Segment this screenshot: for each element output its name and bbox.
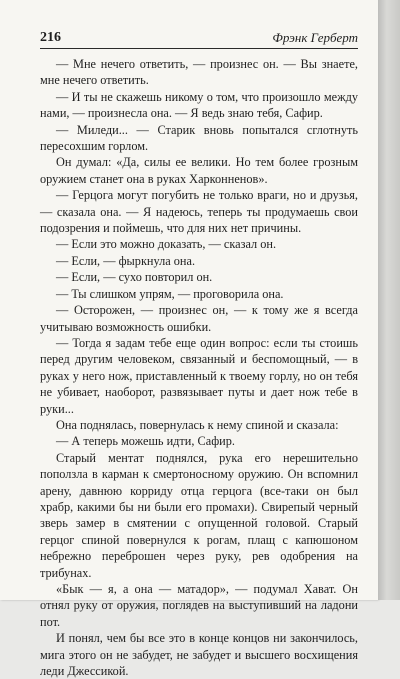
paragraph: — Если, — сухо повторил он. [56,270,213,285]
body-text [40,56,358,679]
paragraph: И понял, чем бы все это в конце концов ни закончилось, мига этого он не забудет, не забудет и высшего восхищения леди Джессикой. [40,631,358,679]
paragraph: — А теперь можешь идти, Сафир. [56,434,235,449]
page-header [40,28,358,49]
paragraph: — Тогда я задам тебе еще один вопрос: если ты стоишь перед другим человеком, связанный и беспомощный, — в руках у него нож, приставленный к твоему горлу, но он тебя не убивает, наоборот, развязывает путы и дает нож тебе в руки... [40,335,358,416]
paragraph: — Мне нечего ответить, — произнес он. — Вы знаете, мне нечего ответить. [40,57,358,88]
running-head-author: Фрэнк Герберт [272,30,358,45]
paragraph: Старый ментат поднялся, рука его нерешительно поползла в карман к смертоносному оружию. Он вспомнил арену, давнюю корриду отца герцога (все-таки он был храбр, какими бы ни были его промахи). Свирепый черный зверь замер в смятении с опущенной головой. Старый герцог спиной повернулся к рогам, плащ с капюшоном небрежно переброшен через руку, рев одобрения на трибунах. [40,450,358,580]
paragraph: — Герцога могут погубить не только враги, но и друзья, — сказала она. — Я надеюсь, теперь ты продумаешь свои подозрения и поймешь, что для них нет причины. [40,188,358,236]
page-edge [378,0,400,600]
paragraph: — И ты не скажешь никому о том, что произошло между нами, — произнесла она. — Я ведь знаю тебя, Сафир. [40,89,358,121]
paragraph: — Ты слишком упрям, — проговорила она. [56,286,284,301]
page-number: 216 [40,30,61,45]
paragraph: — Миледи... — Старик вновь попытался сглотнуть пересохшим горлом. [40,122,358,154]
paragraph: — Если это можно доказать, — сказал он. [56,237,277,252]
paragraph: Он думал: «Да, силы ее велики. Но тем более грозным оружием станет она в руках Харконненов». [40,155,358,186]
paragraph: — Осторожен, — произнес он, — к тому же я всегда учитываю возможность ошибки. [40,303,358,334]
paragraph: — Если, — фыркнула она. [56,253,196,268]
paragraph: «Бык — я, а она — матадор», — подумал Хават. Он отнял руку от оружия, поглядев на выступивший на ладони пот. [40,582,358,629]
paragraph: Она поднялась, повернулась к нему спиной и сказала: [56,417,339,432]
